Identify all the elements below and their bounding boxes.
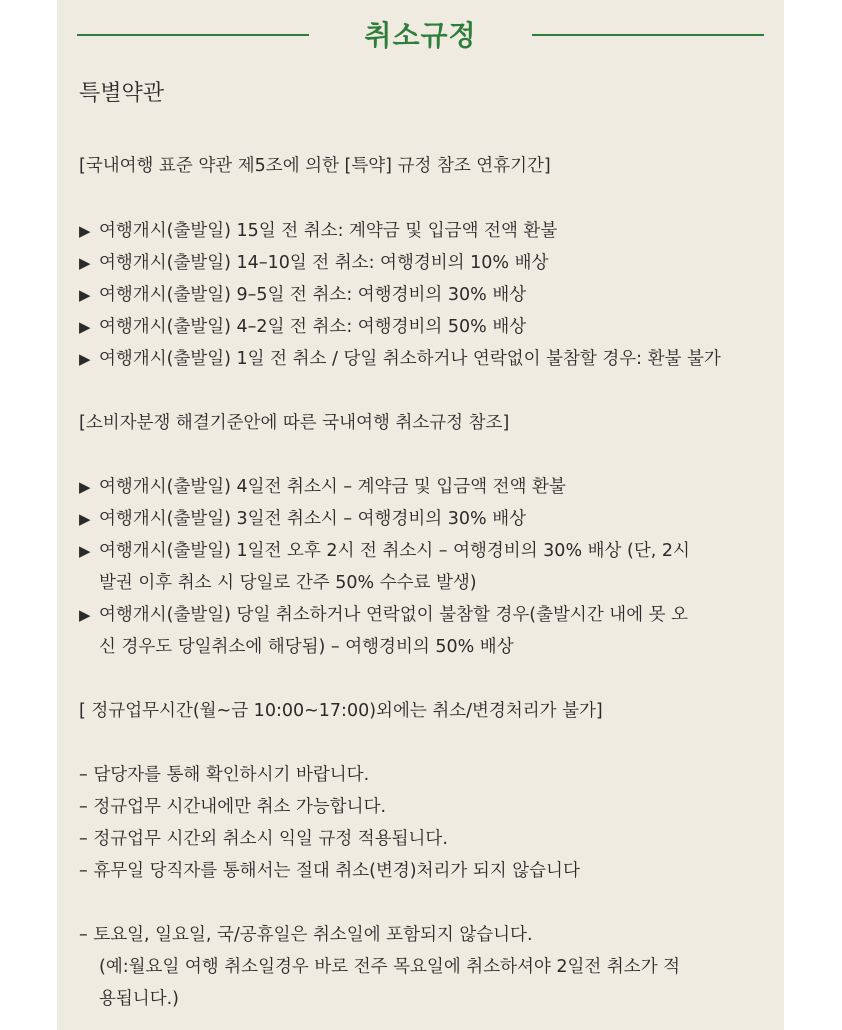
title-divider-left [77,34,309,36]
list-item: – 정규업무 시간외 취소시 익일 규정 적용됩니다. [79,829,448,849]
list-item-continuation: (예:월요일 여행 취소일경우 바로 전주 목요일에 취소하셔야 2일전 취소가 적 [99,957,681,977]
arrow-bullet-icon: ▶ [79,350,91,368]
list-item-continuation: 용됩니다.) [99,989,180,1009]
list-item: ▶ 여행개시(출발일) 14–10일 전 취소: 여행경비의 10% 배상 [79,247,769,279]
list-item: ▶ 여행개시(출발일) 4–2일 전 취소: 여행경비의 50% 배상 [79,311,769,343]
list-item: – 담당자를 통해 확인하시기 바랍니다. [79,765,370,785]
arrow-bullet-icon: ▶ [79,222,91,240]
arrow-bullet-icon: ▶ [79,318,91,336]
list-item: ▶ 여행개시(출발일) 15일 전 취소: 계약금 및 입금액 전액 환불 [79,215,769,247]
arrow-bullet-icon: ▶ [79,510,91,528]
arrow-bullet-icon: ▶ [79,606,91,624]
section2-header: [소비자분쟁 해결기준안에 따른 국내여행 취소규정 참조] [79,413,510,433]
list-item: – 정규업무 시간내에만 취소 가능합니다. [79,797,387,817]
title-row [57,12,784,58]
section3-header: [ 정규업무시간(월~금 10:00~17:00)외에는 취소/변경처리가 불가] [79,701,603,721]
list-item: ▶ 여행개시(출발일) 1일전 오후 2시 전 취소시 – 여행경비의 30% 배상 (단, 2시 [79,535,769,567]
list-item: ▶ 여행개시(출발일) 3일전 취소시 – 여행경비의 30% 배상 [79,503,769,535]
list-item: ▶ 여행개시(출발일) 4일전 취소시 – 계약금 및 입금액 전액 환불 [79,471,769,503]
arrow-bullet-icon: ▶ [79,254,91,272]
list-item: – 휴무일 당직자를 통해서는 절대 취소(변경)처리가 되지 않습니다 [79,861,580,881]
list-item: – 토요일, 일요일, 국/공휴일은 취소일에 포함되지 않습니다. [79,925,533,945]
list-item-continuation: 발권 이후 취소 시 당일로 간주 50% 수수료 발생) [99,573,477,593]
list-item: ▶ 여행개시(출발일) 당일 취소하거나 연락없이 불참할 경우(출발시간 내에 못 오 [79,599,769,631]
policy-panel [57,0,784,1030]
arrow-bullet-icon: ▶ [79,542,91,560]
section-heading: 특별약관 [79,81,165,106]
arrow-bullet-icon: ▶ [79,286,91,304]
arrow-bullet-icon: ▶ [79,478,91,496]
title-divider-right [532,34,764,36]
page-title: 취소규정 [364,19,477,52]
list-item: ▶ 여행개시(출발일) 1일 전 취소 / 당일 취소하거나 연락없이 불참할 경우: 환불 불가 [79,343,769,375]
section1-header: [국내여행 표준 약관 제5조에 의한 [특약] 규정 참조 연휴기간] [79,156,551,176]
list-item: ▶ 여행개시(출발일) 9–5일 전 취소: 여행경비의 30% 배상 [79,279,769,311]
list-item-continuation: 신 경우도 당일취소에 해당됨) – 여행경비의 50% 배상 [99,637,514,657]
